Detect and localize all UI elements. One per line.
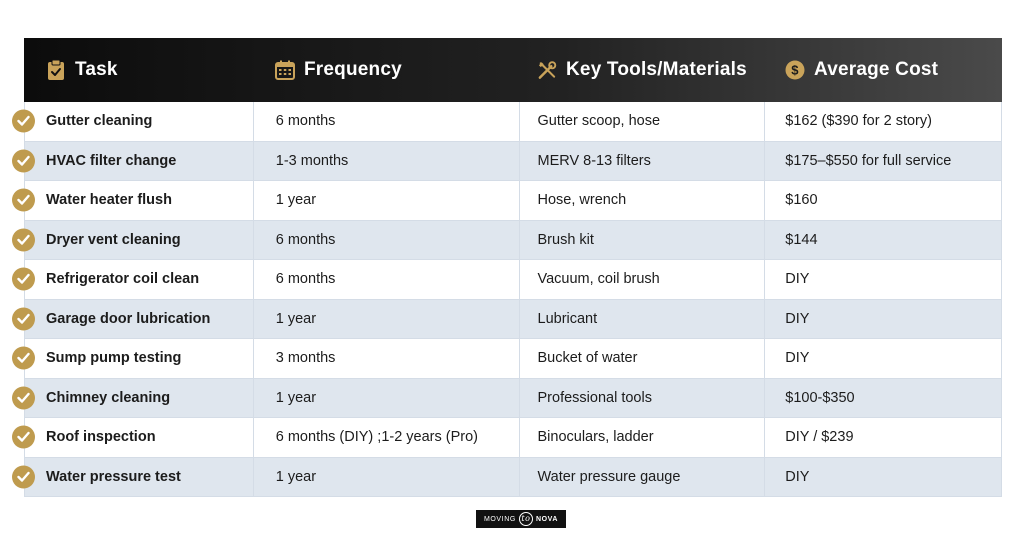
logo-text-to: to <box>519 512 533 526</box>
table-row <box>25 181 1002 221</box>
header-cost <box>765 38 1002 102</box>
task-cell: Gutter cleaning <box>25 102 254 141</box>
cost-cell: DIY / $239 <box>765 418 1002 457</box>
table-row <box>25 458 1002 498</box>
task-cell: Garage door lubrication <box>25 300 254 339</box>
tools-cell: Brush kit <box>520 221 766 260</box>
header-frequency <box>253 38 519 102</box>
table-header <box>24 38 1002 102</box>
cost-cell: $144 <box>765 221 1002 260</box>
tools-cell: Water pressure gauge <box>520 458 766 497</box>
frequency-cell: 1 year <box>254 379 520 418</box>
frequency-cell: 6 months <box>254 221 520 260</box>
header-task <box>24 38 253 102</box>
frequency-cell: 6 months <box>254 260 520 299</box>
tools-cell: Vacuum, coil brush <box>520 260 766 299</box>
frequency-cell: 6 months <box>254 102 520 141</box>
maintenance-table <box>24 38 1002 497</box>
check-icon <box>12 307 35 330</box>
tools-cell: Hose, wrench <box>520 181 766 220</box>
check-icon <box>12 426 35 449</box>
check-icon <box>12 465 35 488</box>
table-row <box>25 339 1002 379</box>
frequency-cell: 1 year <box>254 458 520 497</box>
check-icon <box>12 149 35 172</box>
table-row <box>25 221 1002 261</box>
check-icon <box>12 189 35 212</box>
table-body <box>24 102 1002 497</box>
task-cell: Roof inspection <box>25 418 254 457</box>
cost-cell: $175–$550 for full service <box>765 142 1002 181</box>
header-tools <box>519 38 765 102</box>
task-cell: HVAC filter change <box>25 142 254 181</box>
clipboard-icon <box>46 59 66 81</box>
table-row <box>25 260 1002 300</box>
table-row <box>25 418 1002 458</box>
tools-icon <box>537 59 557 81</box>
header-task-label: Task <box>75 59 118 80</box>
cost-cell: DIY <box>765 260 1002 299</box>
task-cell: Sump pump testing <box>25 339 254 378</box>
calendar-icon <box>275 59 295 81</box>
tools-cell: Professional tools <box>520 379 766 418</box>
moving-to-nova-logo <box>476 510 566 528</box>
table-row <box>25 102 1002 142</box>
task-cell: Chimney cleaning <box>25 379 254 418</box>
table-row <box>25 142 1002 182</box>
header-frequency-label: Frequency <box>304 59 402 80</box>
logo-text-moving: MOVING <box>483 515 516 523</box>
tools-cell: Gutter scoop, hose <box>520 102 766 141</box>
dollar-coin-icon <box>785 59 805 81</box>
cost-cell: $162 ($390 for 2 story) <box>765 102 1002 141</box>
tools-cell: MERV 8-13 filters <box>520 142 766 181</box>
frequency-cell: 6 months (DIY) ;1-2 years (Pro) <box>254 418 520 457</box>
tools-cell: Binoculars, ladder <box>520 418 766 457</box>
header-cost-label: Average Cost <box>814 59 939 80</box>
task-cell: Water heater flush <box>25 181 254 220</box>
header-tools-label: Key Tools/Materials <box>566 59 747 80</box>
frequency-cell: 3 months <box>254 339 520 378</box>
cost-cell: $160 <box>765 181 1002 220</box>
check-icon <box>12 386 35 409</box>
cost-cell: DIY <box>765 300 1002 339</box>
check-icon <box>12 228 35 251</box>
tools-cell: Lubricant <box>520 300 766 339</box>
check-icon <box>12 347 35 370</box>
logo-text-nova: NOVA <box>535 515 559 523</box>
task-cell: Refrigerator coil clean <box>25 260 254 299</box>
task-cell: Dryer vent cleaning <box>25 221 254 260</box>
frequency-cell: 1 year <box>254 300 520 339</box>
cost-cell: $100-$350 <box>765 379 1002 418</box>
check-icon <box>12 268 35 291</box>
table-row <box>25 379 1002 419</box>
table-row <box>25 300 1002 340</box>
cost-cell: DIY <box>765 339 1002 378</box>
frequency-cell: 1 year <box>254 181 520 220</box>
tools-cell: Bucket of water <box>520 339 766 378</box>
check-icon <box>12 110 35 133</box>
frequency-cell: 1-3 months <box>254 142 520 181</box>
task-cell: Water pressure test <box>25 458 254 497</box>
cost-cell: DIY <box>765 458 1002 497</box>
svg-text:$: $ <box>791 62 799 78</box>
